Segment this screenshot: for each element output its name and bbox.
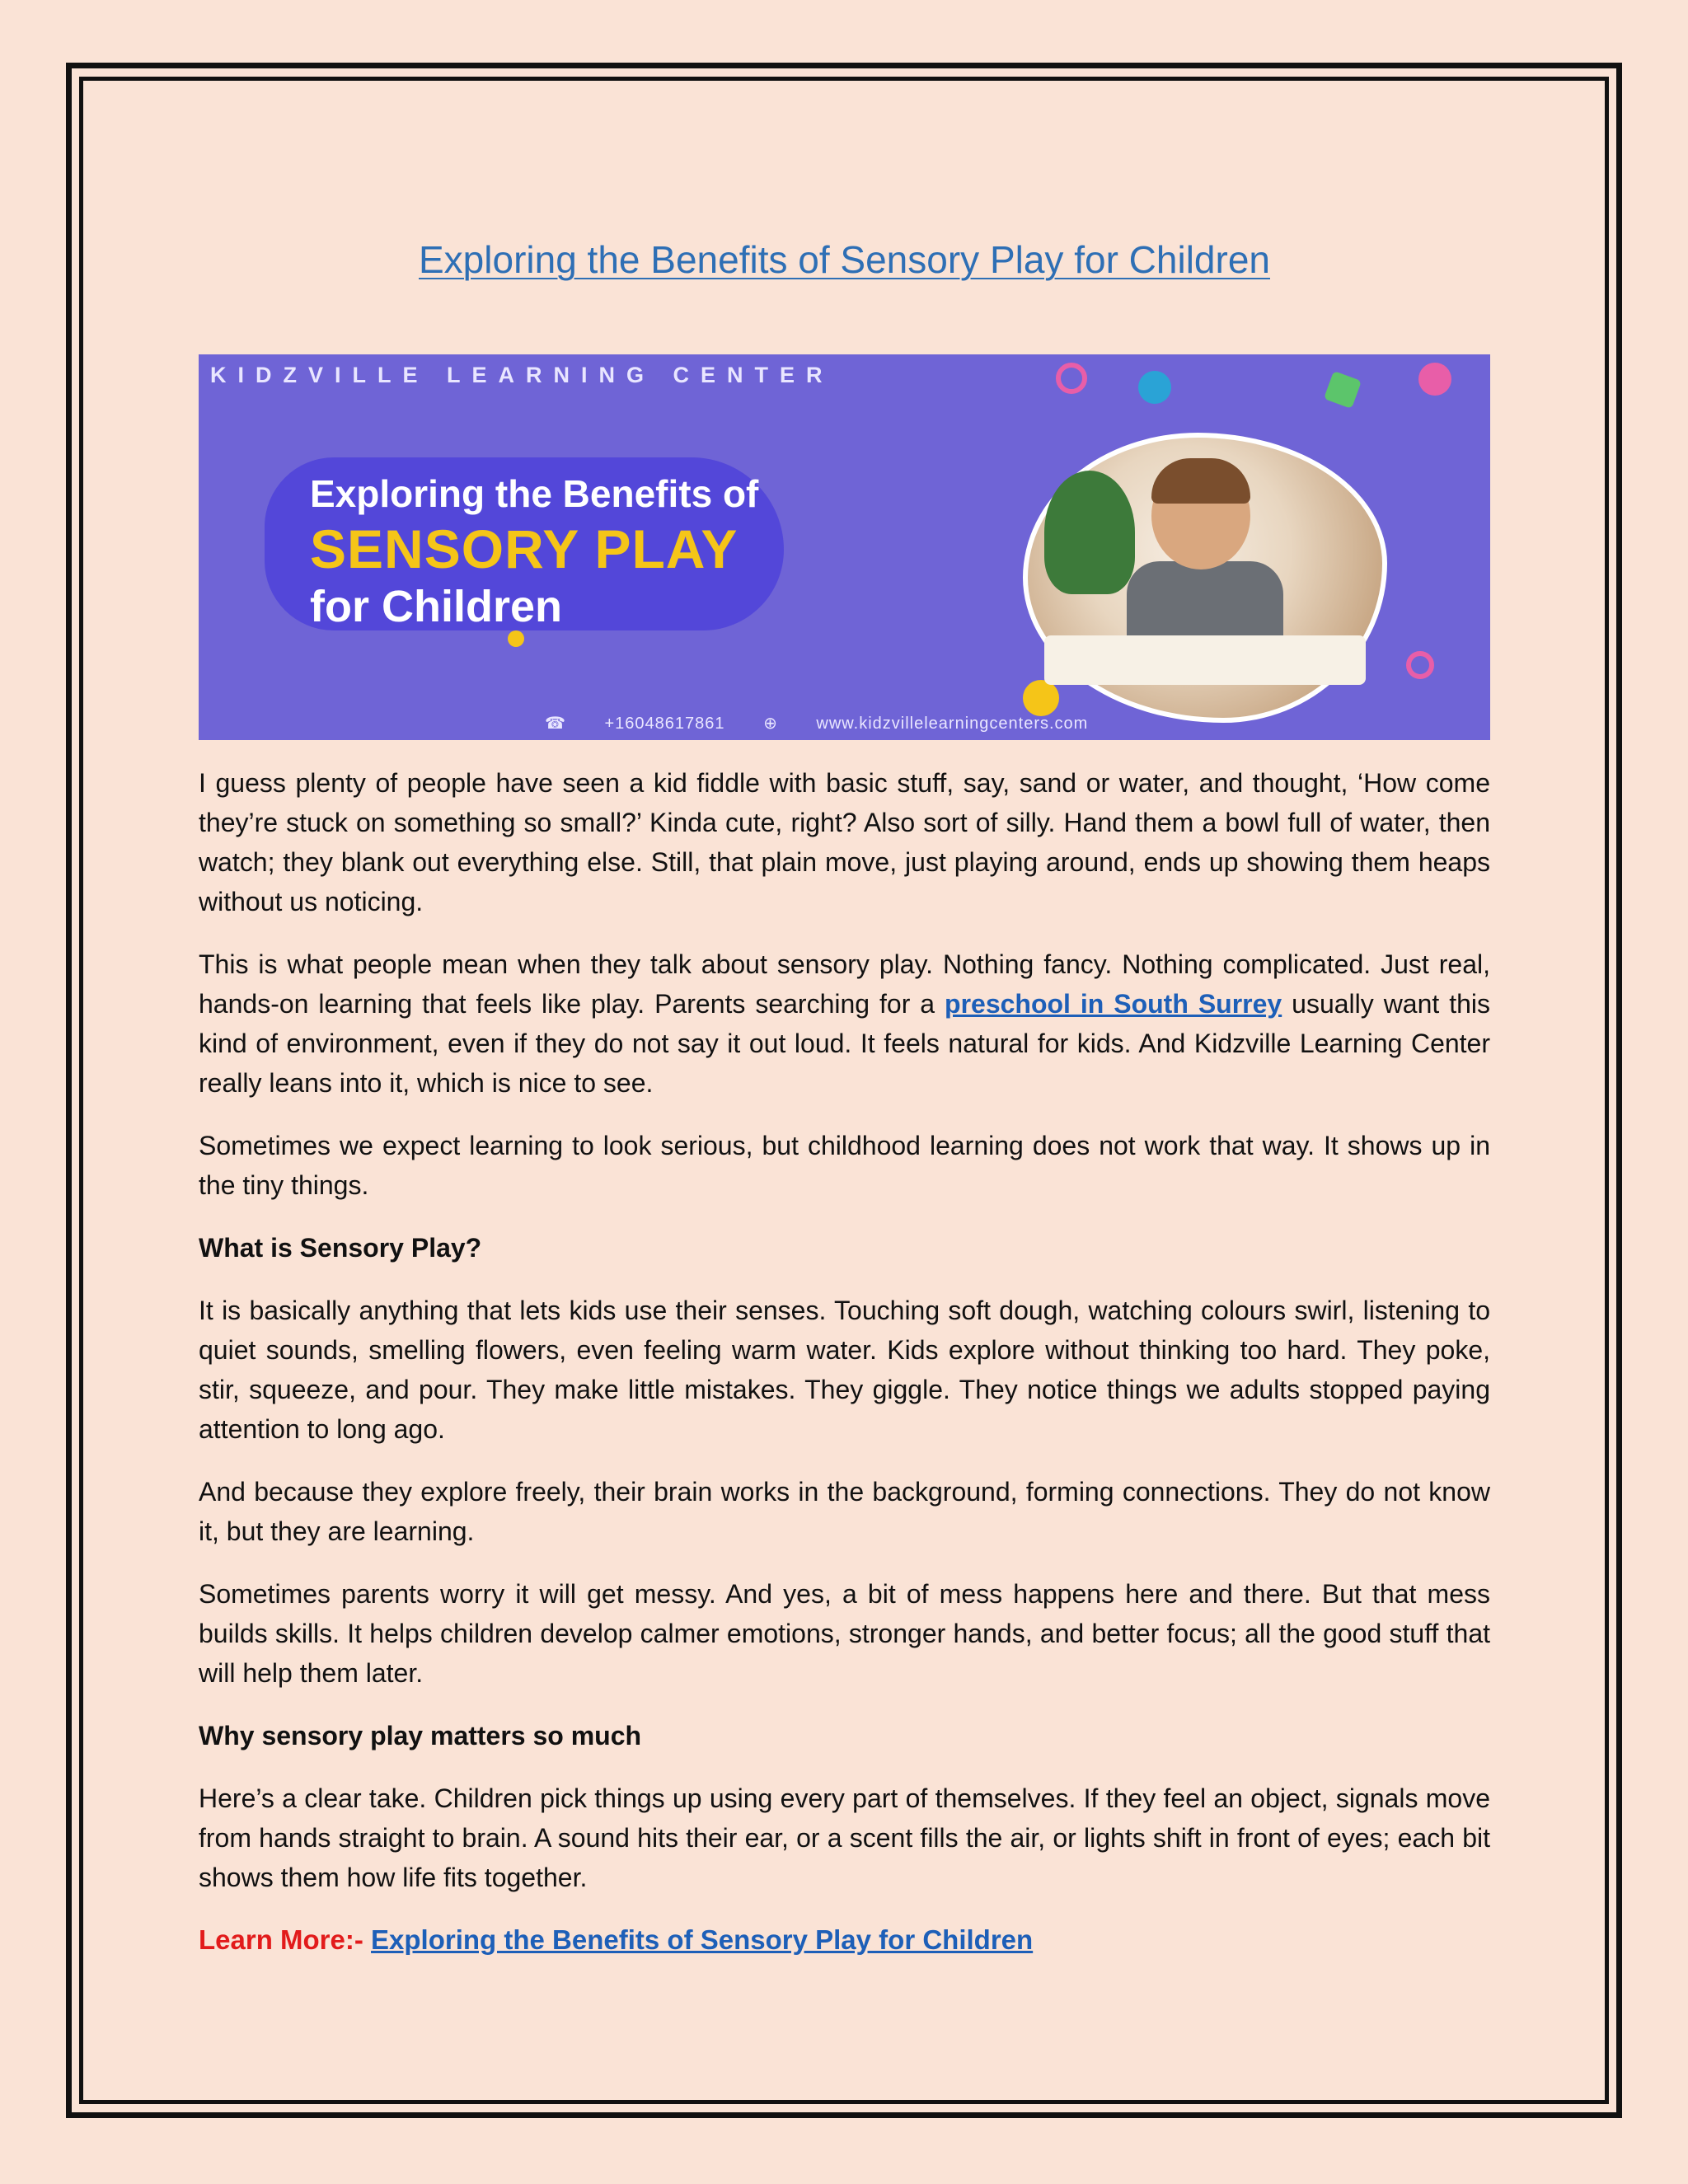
learn-more-label: Learn More:-	[199, 1924, 372, 1955]
decor-dot-icon	[1138, 371, 1171, 404]
paragraph-1: I guess plenty of people have seen a kid fiddle with basic stuff, say, sand or water, and thought, ‘How come they’re stuck on something so small?’ Kinda cute, right? Also sort of silly. Hand them a bowl full of water, then watch; they blank out everything else. Still, that plain move, just playing around, ends up showing them heaps without us noticing.	[199, 768, 1490, 916]
child-hair-shape	[1151, 458, 1250, 504]
decor-ring-icon	[1406, 651, 1434, 679]
paragraph-2-text-b: usually want this kind of environment, even if they do not say it out loud. It feels natural for kids. And Kidzville Learning Center really leans into it, which is nice to see.	[199, 989, 1491, 1098]
decor-ring-icon	[1056, 363, 1087, 394]
table-shape	[1044, 635, 1366, 685]
banner-brand: KIDZVILLE LEARNING CENTER	[210, 363, 834, 387]
phone-icon: ☎	[545, 715, 566, 733]
paragraph-5: And because they explore freely, their brain works in the background, forming connections. They do not know it, but they are learning.	[199, 1477, 1490, 1546]
banner-phone: +16048617861	[604, 715, 725, 733]
banner-line-3: for Children	[310, 582, 562, 631]
preschool-link[interactable]: preschool in South Surrey	[945, 989, 1282, 1019]
banner-image	[199, 354, 1490, 740]
heading-what-is-sensory-play: What is Sensory Play?	[199, 1233, 482, 1263]
decor-star-icon	[1324, 371, 1362, 409]
child-photo	[1023, 433, 1387, 723]
banner-footer	[545, 713, 1121, 733]
learn-more-line	[199, 1920, 1490, 1960]
paragraph-3: Sometimes we expect learning to look serious, but childhood learning does not work that way. It shows up in the tiny things.	[199, 1131, 1490, 1200]
banner-website: www.kidzvillelearningcenters.com	[816, 715, 1089, 733]
paragraph-2	[199, 944, 1490, 1103]
paragraph-4: It is basically anything that lets kids use their senses. Touching soft dough, watching colours swirl, listening to quiet sounds, smelling flowers, even feeling warm water. Kids explore without thinking too hard. They poke, stir, squeeze, and pour. They make little mistakes. They giggle. They notice things we adults stopped paying attention to long ago.	[199, 1296, 1490, 1444]
document-body	[199, 231, 1490, 1983]
decor-dot-icon	[1023, 680, 1059, 716]
paragraph-7: Here’s a clear take. Children pick things up using every part of themselves. If they feel an object, signals move from hands straight to brain. A sound hits their ear, or a scent fills the air, or lights shift in front of eyes; each bit shows them how life fits together.	[199, 1783, 1490, 1892]
page-title[interactable]: Exploring the Benefits of Sensory Play for Children	[419, 238, 1270, 281]
plant-shape	[1044, 471, 1135, 594]
paragraph-6: Sometimes parents worry it will get messy. And yes, a bit of mess happens here and there. But that mess builds skills. It helps children develop calmer emotions, stronger hands, and better focus; all the good stuff that will help them later.	[199, 1579, 1490, 1688]
heading-why-it-matters: Why sensory play matters so much	[199, 1721, 642, 1750]
learn-more-link[interactable]: Exploring the Benefits of Sensory Play for Children	[371, 1924, 1034, 1955]
decor-dot-icon	[508, 630, 524, 647]
globe-icon: ⊕	[763, 715, 778, 733]
decor-dot-icon	[1418, 363, 1451, 396]
paragraph-2-text-a: This is what people mean when they talk about sensory play. Nothing fancy. Nothing complicated. Just real, hands-on learning that feels like play. Parents searching for a	[199, 949, 1490, 1019]
banner-line-1: Exploring the Benefits of	[310, 472, 759, 515]
banner-line-2: SENSORY PLAY	[310, 518, 738, 579]
